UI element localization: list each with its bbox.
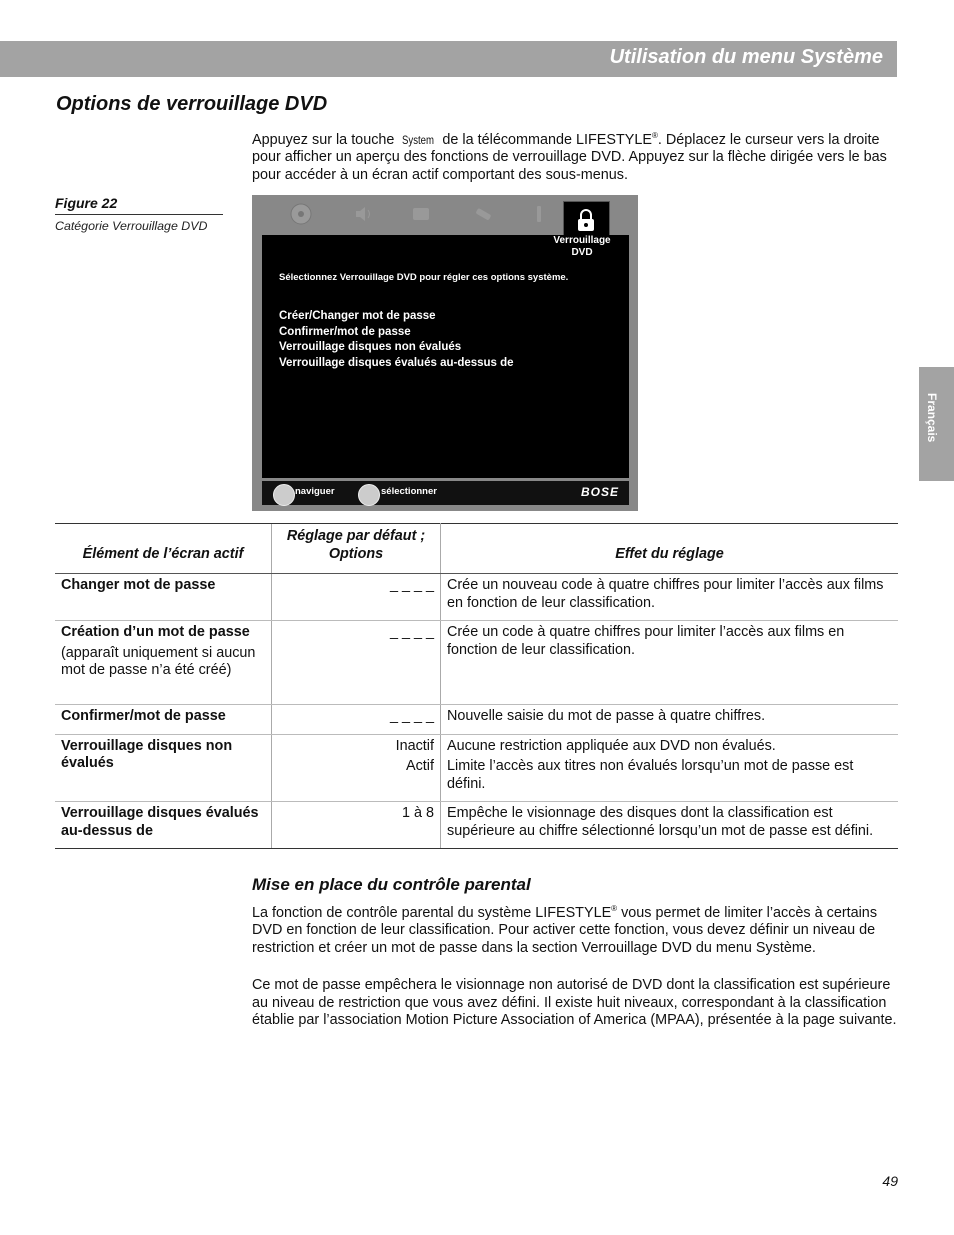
row-effect [441, 574, 899, 621]
menu-item-lock-unrated[interactable]: Verrouillage disques non évalués [279, 341, 462, 353]
navigate-pad-icon [273, 484, 295, 506]
tab-label [547, 235, 617, 259]
lock-icon [575, 208, 597, 232]
row-effect [441, 705, 899, 735]
table-row [55, 802, 898, 849]
row-effect-text: Nouvelle saisie du mot de passe à quatre chiffres. [447, 708, 766, 724]
row-element-name: Verrouillage disques non évalués [61, 737, 233, 771]
select-label: sélectionner [381, 486, 437, 497]
row-options [272, 621, 441, 705]
table-row [55, 734, 898, 802]
row-options [272, 574, 441, 621]
row-options [272, 705, 441, 735]
figure-caption: Catégorie Verrouillage DVD [55, 219, 208, 233]
table-row [55, 574, 898, 621]
tab-label-line-1: Verrouillage [553, 235, 611, 246]
screen-footer [262, 481, 629, 505]
registered-mark: ® [611, 904, 618, 913]
registered-mark: ® [652, 131, 658, 140]
screen-prompt: Sélectionnez Verrouillage DVD pour régler ces options système. [279, 272, 569, 283]
row-element [55, 574, 272, 621]
row-element-note: (apparaît uniquement si aucun mot de passe n’a été créé) [61, 644, 256, 678]
row-option: 1 à 8 [401, 805, 434, 821]
row-option: _ _ _ _ [389, 624, 434, 640]
row-options [272, 734, 441, 802]
screen-menu [279, 309, 514, 371]
row-effect-text: Aucune restriction appliquée aux DVD non évalués. [447, 737, 776, 754]
intro-text-2: de la télécommande LIFESTYLE [438, 131, 652, 148]
page-number: 49 [882, 1173, 898, 1189]
tv-screen-figure [252, 195, 638, 511]
row-effect-text: Limite l’accès aux titres non évalués lorsqu’un mot de passe est défini. [447, 758, 854, 792]
screen-panel [262, 235, 629, 478]
system-key-label: System [402, 132, 435, 147]
row-effect [441, 734, 899, 802]
row-effect-text: Crée un nouveau code à quatre chiffres pour limiter l’accès aux films en fonction de leur classification. [447, 577, 884, 611]
header-title: Utilisation du menu Système [609, 46, 883, 68]
row-element-name: Verrouillage disques évalués au-dessus de [61, 805, 259, 839]
row-option: Inactif [395, 737, 434, 754]
row-effect [441, 802, 899, 849]
table-row [55, 705, 898, 735]
menu-item-lock-rated-above[interactable]: Verrouillage disques évalués au-dessus de [279, 356, 514, 369]
row-element-name: Confirmer/mot de passe [61, 708, 226, 724]
language-side-tab [919, 367, 954, 481]
bose-logo: BOSE [580, 485, 619, 499]
row-element [55, 705, 272, 735]
parental-control-title: Mise en place du contrôle parental [252, 875, 531, 894]
row-effect-text: Empêche le visionnage des disques dont la classification est supérieure au chiffre sélectionné lorsqu’un mot de passe est défini. [447, 805, 874, 839]
row-option: _ _ _ _ [389, 708, 434, 724]
screen-icon [410, 203, 432, 225]
select-pad-icon [358, 484, 380, 506]
menu-item-confirm-password[interactable]: Confirmer/mot de passe [279, 325, 411, 338]
parental-paragraph-1 [252, 900, 897, 957]
speaker-icon [352, 203, 374, 225]
options-table [55, 523, 898, 849]
header-default: Réglage par défaut ; Options [272, 524, 441, 574]
language-label: Français [925, 393, 939, 443]
table-header-row [55, 524, 898, 574]
table-row [55, 621, 898, 705]
row-option: _ _ _ _ [389, 577, 434, 593]
disc-icon [290, 203, 312, 225]
row-option: Actif [406, 758, 434, 774]
intro-paragraph [252, 127, 892, 184]
row-element-name: Changer mot de passe [61, 577, 216, 593]
remote-icon [472, 203, 494, 225]
menu-item-create-password[interactable]: Créer/Changer mot de passe [279, 310, 436, 322]
navigate-label: naviguer [295, 486, 335, 497]
row-effect-text: Crée un code à quatre chiffres pour limiter l’accès aux films en fonction de leur classification. [447, 624, 845, 658]
row-element [55, 734, 272, 802]
row-element [55, 802, 272, 849]
tab-label-line-2: DVD [571, 247, 593, 258]
header-bar [0, 41, 897, 77]
menu-icon-bar [252, 195, 638, 237]
row-effect [441, 621, 899, 705]
parental-paragraph-2: Ce mot de passe empêchera le visionnage non autorisé de DVD dont la classification est supérieure au niveau de restriction que vous avez défini. Il existe huit niveaux, correspondant à la classification établie par l’association Motion Picture Association of America (MPAA), présentée à la page suivante. [252, 977, 897, 1028]
row-element [55, 621, 272, 705]
row-element-name: Création d’un mot de passe [61, 624, 250, 640]
section-title: Options de verrouillage DVD [56, 93, 328, 115]
figure-label: Figure 22 [55, 195, 223, 215]
header-element: Élément de l’écran actif [55, 524, 272, 574]
wand-icon [528, 203, 550, 225]
parental-p1-text-a: La fonction de contrôle parental du système LIFESTYLE [252, 904, 612, 921]
row-options [272, 802, 441, 849]
intro-text-3: . Déplacez le curseur vers la droite pour afficher un aperçu des fonctions de verrouillage DVD. Appuyez sur la flèche dirigée vers le bas pour accéder à un écran actif comportant des sous-menus. [252, 131, 887, 183]
header-effect: Effet du réglage [441, 524, 899, 574]
intro-text-1: Appuyez sur la touche [252, 131, 399, 148]
parental-p1-text-b: vous permet de limiter l’accès à certains DVD en fonction de leur classification. Pour activer cette fonction, vous devez définir un niveau de restriction et créer un mot de passe dans la section Verrouillage DVD du menu Système. [252, 904, 878, 956]
